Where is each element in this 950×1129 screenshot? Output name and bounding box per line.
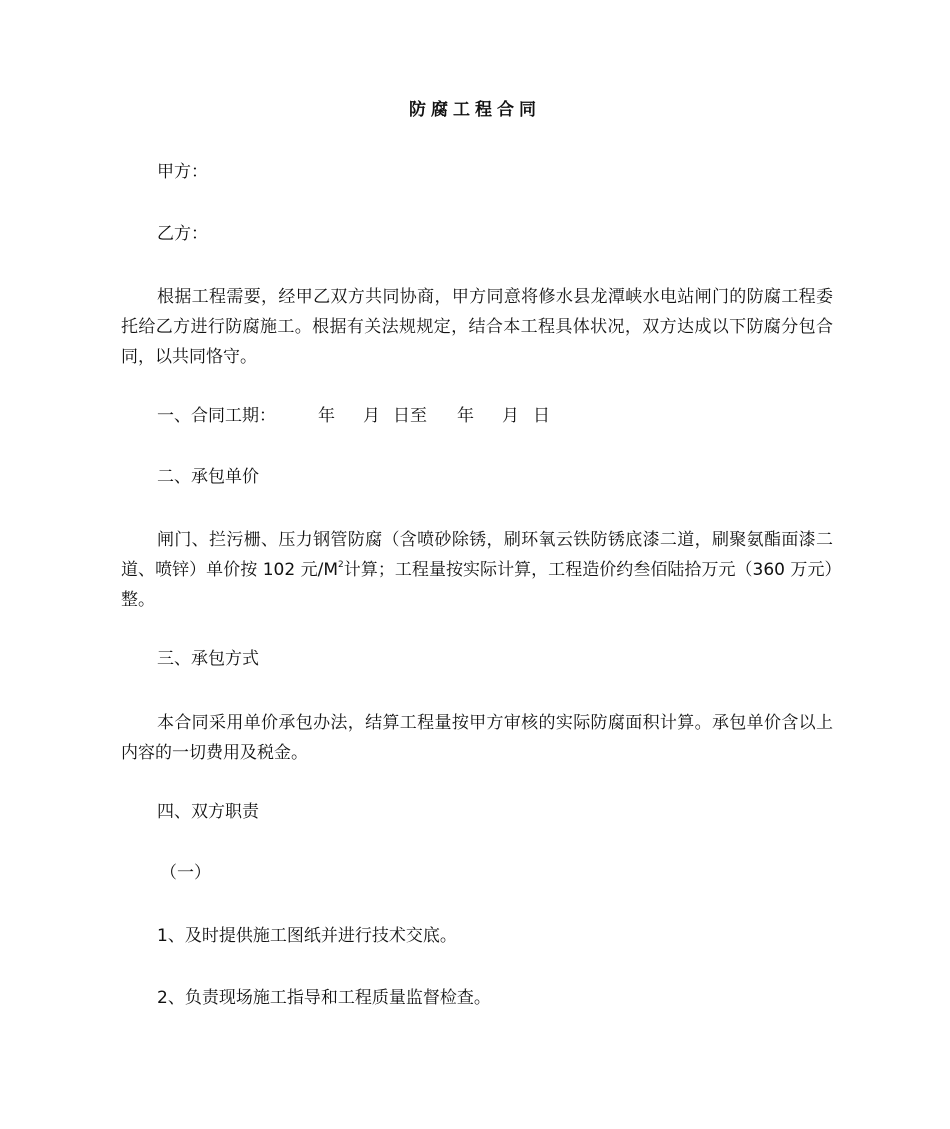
page-title: 防腐工程合同 [409,100,541,120]
start-month: 月 [363,406,380,426]
contract-method-paragraph: 本合同采用单价承包办法，结算工程量按甲方审核的实际防腐面积计算。承包单价含以上内容的一切费用及税金。 [121,713,833,763]
start-day-to: 日至 [393,406,427,426]
section-2-heading: 二、承包单价 [157,467,259,487]
unit-price-paragraph [121,525,833,615]
end-day: 日 [533,406,550,426]
unit-superscript: 2 [338,560,344,570]
unit-price-text-1: 闸门、拦污栅、压力钢管防腐（含喷砂除锈，刷环氧云铁防锈底漆二道，刷聚氨酯面漆二道、喷锌）单价按 102 元/M [121,530,833,580]
unit-price-text-2: 计算；工程量按实际计算，工程造价约叁佰陆拾万元（360 万元）整。 [121,560,833,610]
list-item: 1、及时提供施工图纸并进行技术交底。 [157,926,457,946]
list-item: 2、负责现场施工指导和工程质量监督检查。 [157,988,491,1008]
start-year: 年 [318,406,335,426]
subsection-1-label: （一） [160,863,211,883]
party-a-line: 甲方： [157,162,208,182]
end-month: 月 [502,406,519,426]
section-4-heading: 四、双方职责 [157,802,259,822]
section-3-heading: 三、承包方式 [157,649,259,669]
party-b-line: 乙方： [157,224,208,244]
end-year: 年 [457,406,474,426]
contract-period-line [157,405,550,427]
intro-paragraph: 根据工程需要，经甲乙双方共同协商，甲方同意将修水县龙潭峡水电站闸门的防腐工程委托给乙方进行防腐施工。根据有关法规规定，结合本工程具体状况，双方达成以下防腐分包合同，以共同恪守。 [121,287,833,367]
contract-period-label: 一、合同工期： [157,406,276,426]
